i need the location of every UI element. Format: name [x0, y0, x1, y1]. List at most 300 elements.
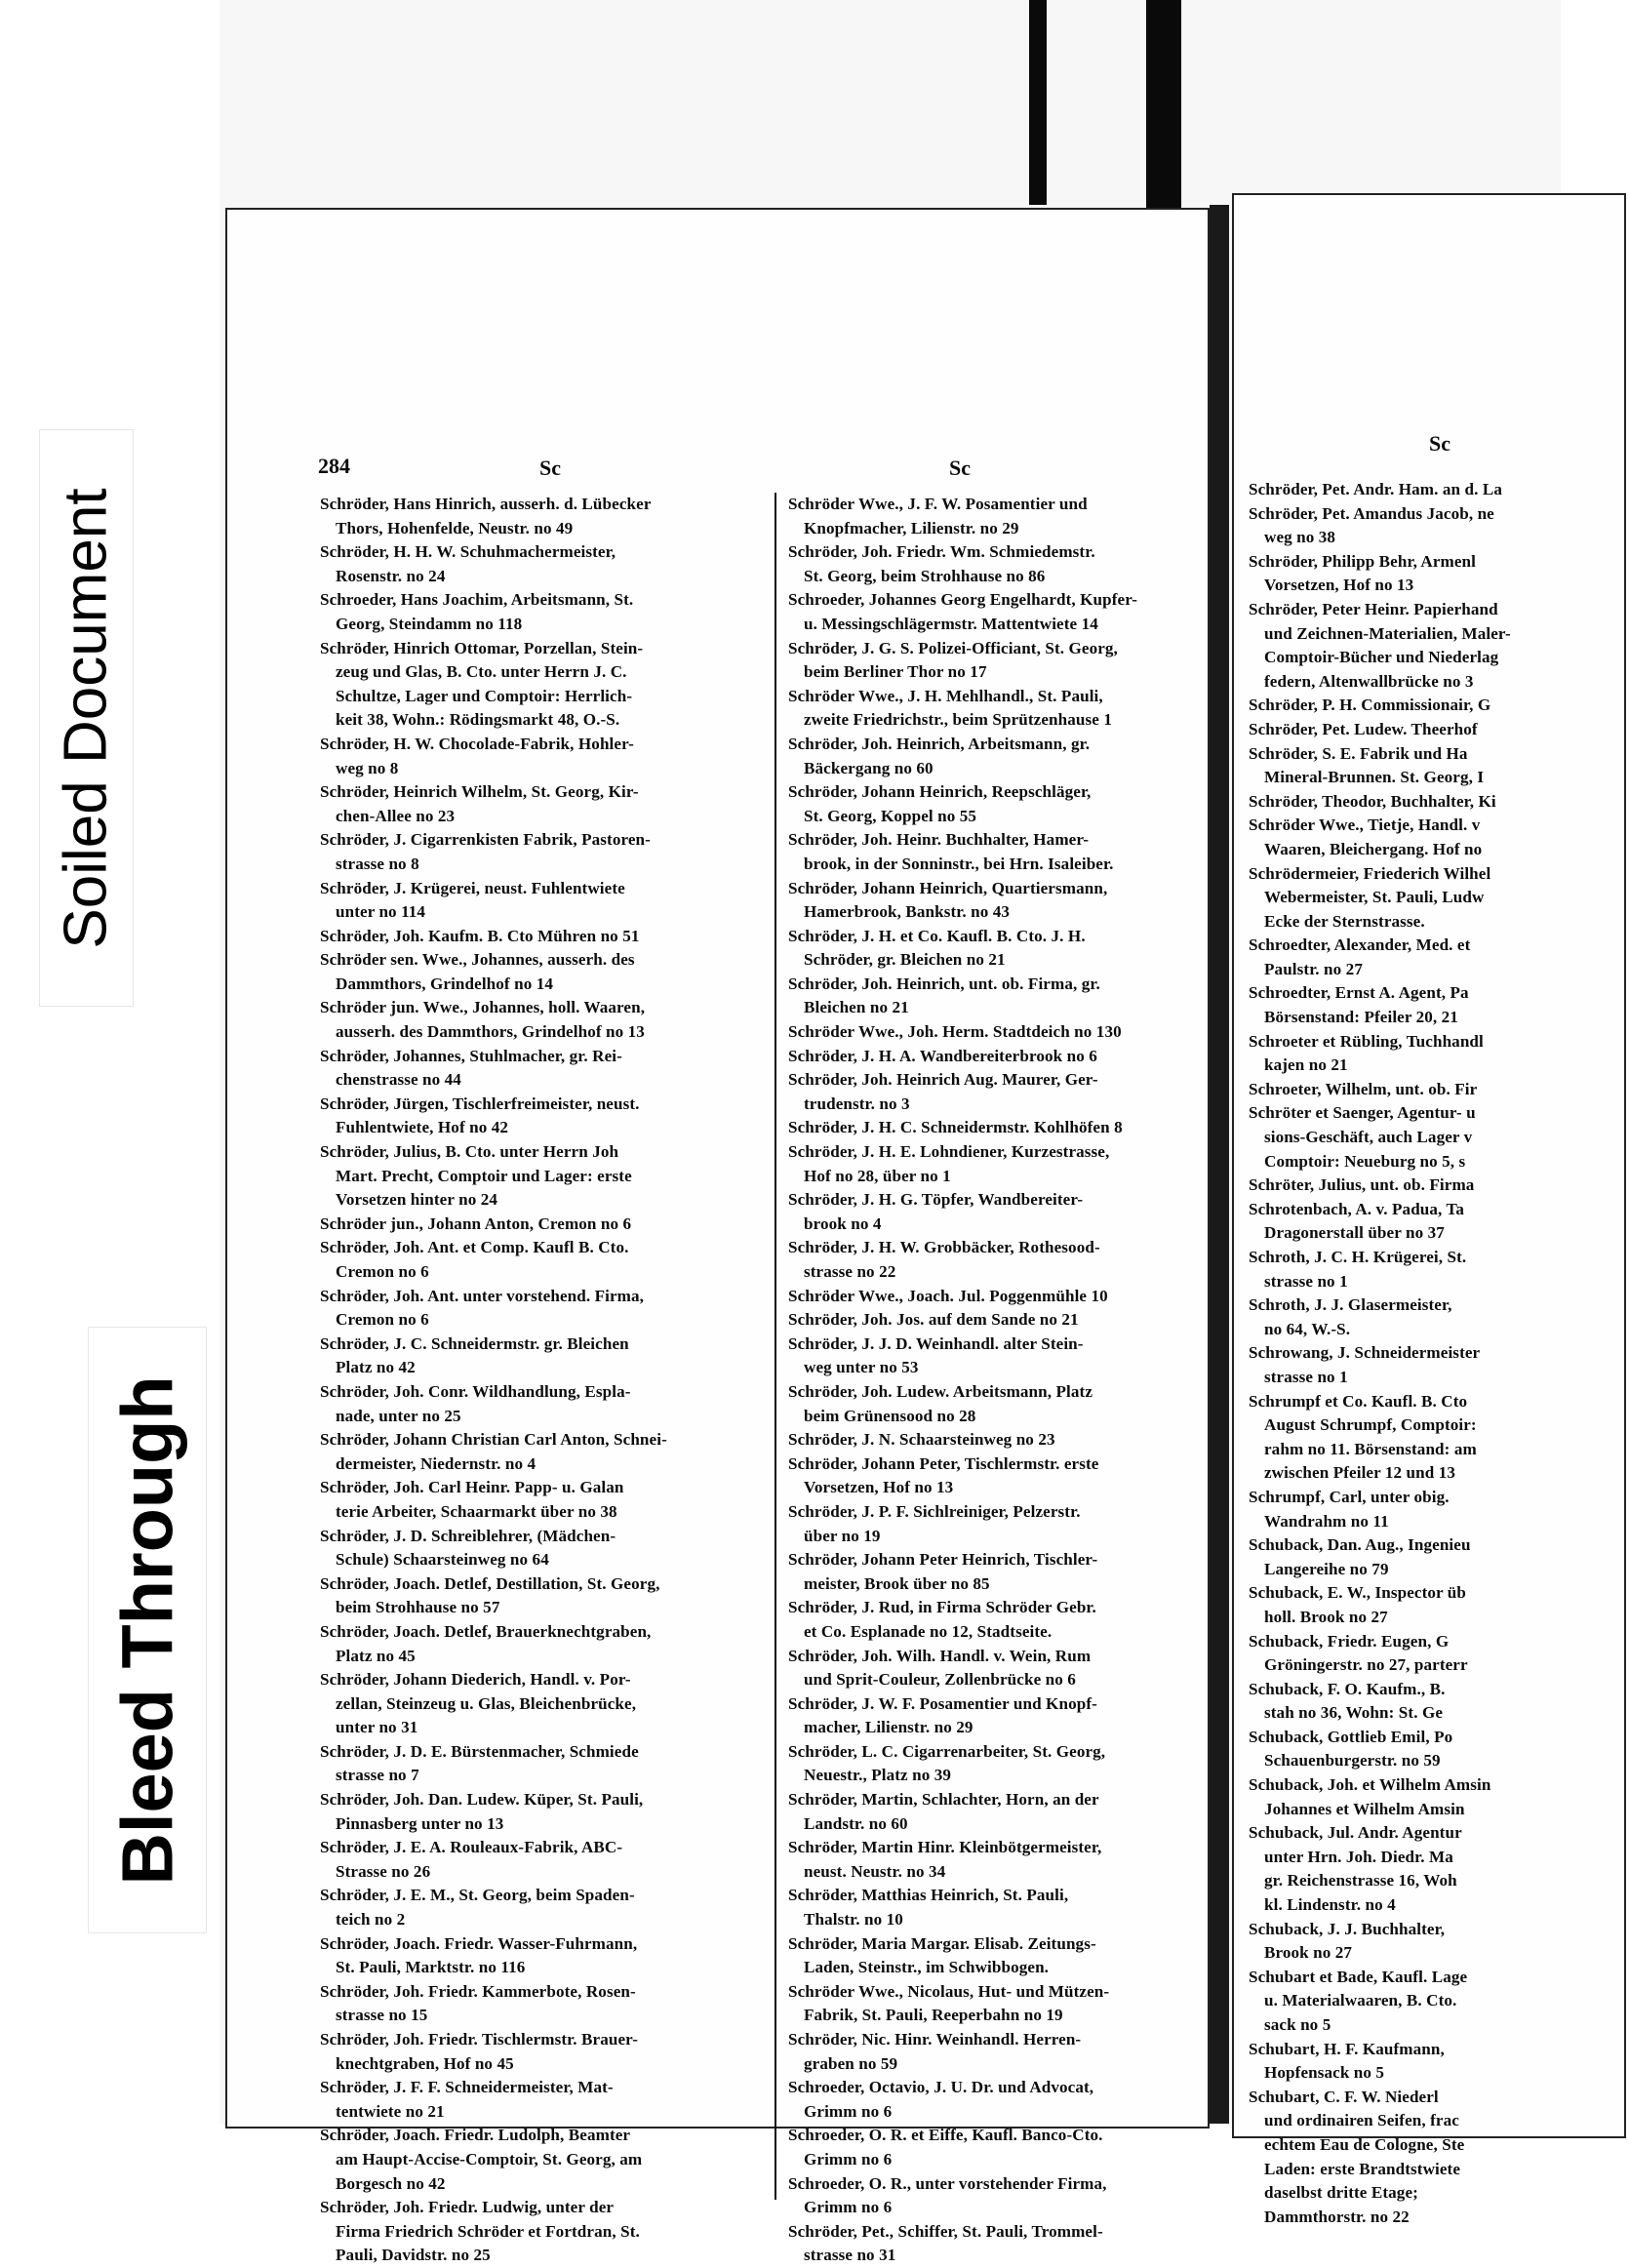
entry-name-line: Schröder, J. Krügerei, neust. Fuhlentwiete: [320, 878, 625, 897]
entry-name-line: Schröder, Johann Heinrich, Quartiersmann,: [788, 878, 1108, 897]
entry-continuation-line: Schröder, gr. Bleichen no 21: [804, 950, 1006, 970]
directory-entry: [788, 1285, 1203, 1309]
binding-clip-right: [1146, 0, 1181, 210]
entry-name-line: Schroth, J. J. Glasermeister,: [1249, 1295, 1452, 1315]
directory-entry: [1249, 1821, 1629, 1917]
directory-entry: [320, 1140, 769, 1213]
entry-continuation-line: St. Georg, Koppel no 55: [804, 806, 977, 825]
directory-entry: [320, 877, 769, 925]
directory-entry: [788, 1333, 1203, 1380]
entry-continuation-line: Börsenstand: Pfeiler 20, 21: [1264, 1008, 1458, 1027]
entry-name-line: Schröder Wwe., J. H. Mehlhandl., St. Pauli,: [788, 686, 1103, 705]
book-spine: [1210, 205, 1229, 2124]
entry-continuation-line: Fuhlentwiete, Hof no 42: [336, 1118, 509, 1137]
entry-name-line: Schuback, Joh. et Wilhelm Amsin: [1249, 1775, 1491, 1795]
directory-entry: [788, 1308, 1203, 1333]
entry-continuation-line: Cremon no 6: [336, 1310, 429, 1330]
directory-entry: [1249, 1486, 1629, 1533]
entry-continuation-line: unter no 31: [336, 1718, 418, 1737]
entry-continuation-line: chenstrasse no 44: [336, 1070, 461, 1090]
entry-name-line: Schröder, J. Cigarrenkisten Fabrik, Pastoren-: [320, 830, 651, 850]
entry-continuation-line: zweite Friedrichstr., beim Sprützenhause 1: [804, 710, 1112, 730]
directory-entry: [1249, 1726, 1629, 1773]
entry-continuation-line: beim Strohhause no 57: [336, 1598, 500, 1617]
entry-name-line: Schröder, Theodor, Buchhalter, Ki: [1249, 791, 1496, 811]
entry-name-line: Schröder, Hinrich Ottomar, Porzellan, Stein-: [320, 638, 644, 657]
entry-continuation-line: unter Hrn. Joh. Diedr. Ma: [1264, 1847, 1453, 1866]
directory-entry: [320, 828, 769, 876]
entry-continuation-line: Firma Friedrich Schröder et Fortdran, St.: [336, 2221, 640, 2241]
entry-name-line: Schuback, Dan. Aug., Ingenieu: [1249, 1535, 1471, 1555]
directory-entry: [1249, 862, 1629, 935]
entry-continuation-line: über no 19: [804, 1526, 881, 1545]
entry-name-line: Schröder, Joh. Dan. Ludew. Küper, St. Pauli,: [320, 1790, 644, 1810]
entry-name-line: Schröder, Joach. Detlef, Brauerknechtgraben,: [320, 1621, 652, 1641]
directory-entry: [320, 1380, 769, 1428]
bleed-through-text: Bleed Through: [106, 1374, 188, 1886]
entry-name-line: Schröder, J. H. A. Wandbereiterbrook no 6: [788, 1046, 1097, 1065]
entry-continuation-line: Laden: erste Brandtstwiete: [1264, 2159, 1461, 2178]
directory-entry: [788, 733, 1203, 780]
directory-entry: [1249, 1966, 1629, 2038]
directory-entry: [788, 1692, 1203, 1740]
entry-continuation-line: strasse no 1: [1264, 1271, 1348, 1291]
entry-continuation-line: beim Grünensood no 28: [804, 1406, 976, 1425]
directory-entry: [1249, 1030, 1629, 1078]
directory-entry: [1249, 1390, 1629, 1486]
soiled-document-text: Soiled Document: [53, 487, 120, 949]
directory-entry: [788, 685, 1203, 733]
left-page: [227, 210, 1208, 2265]
entry-name-line: Schröder, Pet. Ludew. Theerhof: [1249, 719, 1478, 738]
directory-entry: [788, 2028, 1203, 2076]
entry-continuation-line: Dammthors, Grindelhof no 14: [336, 974, 554, 993]
entry-name-line: Schuback, F. O. Kaufm., B.: [1249, 1679, 1446, 1698]
entry-name-line: Schröder Wwe., Nicolaus, Hut- und Mützen-: [788, 1981, 1110, 2001]
entry-name-line: Schroeter et Rübling, Tuchhandl: [1249, 1031, 1484, 1051]
entry-continuation-line: federn, Altenwallbrücke no 3: [1264, 671, 1474, 691]
directory-entry: [320, 1333, 769, 1380]
entry-name-line: Schröter et Saenger, Agentur- u: [1249, 1103, 1476, 1123]
directory-entry: [1249, 694, 1629, 718]
directory-entry: [320, 493, 769, 540]
entry-name-line: Schuback, Friedr. Eugen, G: [1249, 1631, 1450, 1651]
entry-continuation-line: keit 38, Wohn.: Rödingsmarkt 48, O.-S.: [336, 710, 620, 730]
entry-name-line: Schröder, Nic. Hinr. Weinhandl. Herren-: [788, 2030, 1082, 2049]
entry-continuation-line: weg no 8: [336, 758, 399, 777]
directory-entry: [1249, 1341, 1629, 1389]
directory-entry: [788, 1740, 1203, 1788]
entry-continuation-line: trudenstr. no 3: [804, 1094, 910, 1113]
entry-name-line: Schröder, J. H. C. Schneidermstr. Kohlhöfen 8: [788, 1118, 1123, 1137]
directory-entry: [320, 1428, 769, 1476]
entry-continuation-line: Dragonerstall über no 37: [1264, 1223, 1445, 1243]
directory-entry: [1249, 790, 1629, 815]
entry-name-line: Schröder, Johann Peter Heinrich, Tischler-: [788, 1550, 1098, 1570]
entry-name-line: Schröder, Johann Peter, Tischlermstr. erste: [788, 1453, 1099, 1473]
directory-entry: [788, 1045, 1203, 1069]
entry-name-line: Schroeder, Johannes Georg Engelhardt, Kupfer-: [788, 590, 1138, 610]
entry-continuation-line: und ordinairen Seifen, frac: [1264, 2111, 1459, 2130]
entry-continuation-line: neust. Neustr. no 34: [804, 1861, 946, 1881]
directory-entry: [1249, 718, 1629, 742]
entry-name-line: Schröder, Joh. Wilh. Handl. v. Wein, Rum: [788, 1646, 1092, 1665]
directory-entry: [788, 1836, 1203, 1884]
directory-entry: [320, 1884, 769, 1931]
directory-entry: [788, 637, 1203, 685]
entry-continuation-line: Vorsetzen hinter no 24: [336, 1190, 498, 1210]
entry-continuation-line: Mineral-Brunnen. St. Georg, I: [1264, 768, 1485, 787]
directory-entry: [788, 2172, 1203, 2220]
entry-continuation-line: Neuestr., Platz no 39: [804, 1766, 952, 1785]
entry-continuation-line: strasse no 15: [336, 2006, 428, 2025]
entry-name-line: Schröder, Philipp Behr, Armenl: [1249, 551, 1477, 571]
directory-entry: [320, 1213, 769, 1237]
directory-entry: [1249, 2038, 1629, 2086]
directory-entry: [320, 540, 769, 588]
entry-continuation-line: beim Berliner Thor no 17: [804, 662, 987, 682]
column-header-right: Sc: [1429, 431, 1450, 456]
entry-continuation-line: graben no 59: [804, 2053, 898, 2073]
entry-name-line: Schubart et Bade, Kaufl. Lage: [1249, 1967, 1468, 1986]
entry-name-line: Schröder jun. Wwe., Johannes, holl. Waaren,: [320, 998, 646, 1017]
directory-entry: [788, 1020, 1203, 1045]
entry-name-line: Schröder, Joach. Friedr. Wasser-Fuhrmann,: [320, 1933, 638, 1953]
entry-continuation-line: Landstr. no 60: [804, 1813, 908, 1833]
entry-name-line: Schrödermeier, Friederich Wilhel: [1249, 863, 1491, 883]
entry-continuation-line: Rosenstr. no 24: [336, 566, 446, 585]
directory-entry: [1249, 934, 1629, 981]
entry-continuation-line: strasse no 22: [804, 1262, 896, 1281]
entry-continuation-line: stah no 36, Wohn: St. Ge: [1264, 1703, 1444, 1723]
directory-entry: [1249, 981, 1629, 1029]
entry-continuation-line: Webermeister, St. Pauli, Ludw: [1264, 888, 1485, 907]
entry-name-line: Schröder, Joh. Friedr. Wm. Schmiedemstr.: [788, 542, 1095, 562]
directory-entry: [320, 2028, 769, 2076]
entry-name-line: Schröder, J. H. et Co. Kaufl. B. Cto. J. H.: [788, 926, 1086, 945]
entry-continuation-line: und Sprit-Couleur, Zollenbrücke no 6: [804, 1670, 1076, 1690]
entry-continuation-line: Mart. Precht, Comptoir und Lager: erste: [336, 1166, 632, 1185]
directory-entry: [788, 1236, 1203, 1284]
entry-continuation-line: Wandrahm no 11: [1264, 1511, 1389, 1531]
entry-name-line: Schröder, Joh. Ant. unter vorstehend. Firma,: [320, 1286, 645, 1305]
entry-continuation-line: zwischen Pfeiler 12 und 13: [1264, 1463, 1456, 1483]
entry-name-line: Schroth, J. C. H. Krügerei, St.: [1249, 1248, 1467, 1266]
entry-continuation-line: Grimm no 6: [804, 2149, 893, 2169]
directory-entry: [1249, 1078, 1629, 1102]
entry-name-line: Schröder, Johann Christian Carl Anton, Schnei-: [320, 1430, 667, 1450]
directory-entry: [320, 1285, 769, 1333]
entry-continuation-line: Thalstr. no 10: [804, 1910, 903, 1930]
entry-name-line: Schröder, Joh. Heinrich, Arbeitsmann, gr.: [788, 734, 1091, 753]
entry-continuation-line: Platz no 42: [336, 1358, 416, 1377]
directory-entry: [788, 1188, 1203, 1236]
directory-entry: [788, 1980, 1203, 2028]
directory-entry: [1249, 598, 1629, 694]
entry-name-line: Schröder, J. F. F. Schneidermeister, Mat-: [320, 2078, 614, 2097]
entry-continuation-line: brook, in der Sonninstr., bei Hrn. Isaleiber.: [804, 854, 1114, 873]
entry-name-line: Schröder, H. W. Chocolade-Fabrik, Hohler-: [320, 734, 634, 753]
entry-continuation-line: Vorsetzen, Hof no 13: [1264, 576, 1414, 595]
directory-entry: [788, 973, 1203, 1020]
directory-entry: [320, 1093, 769, 1140]
directory-column-1: [320, 493, 769, 2268]
entry-name-line: Schröder, Joh. Kaufm. B. Cto Mühren no 51: [320, 926, 640, 945]
entry-name-line: Schroeder, O. R. et Eiffe, Kaufl. Banco-Cto.: [788, 2126, 1103, 2145]
directory-entry: [1249, 550, 1629, 598]
entry-name-line: Schröder, Peter Heinr. Papierhand: [1249, 599, 1498, 618]
entry-continuation-line: Dammthorstr. no 22: [1264, 2207, 1410, 2226]
directory-entry: [320, 1668, 769, 1740]
entry-continuation-line: Georg, Steindamm no 118: [336, 614, 523, 633]
entry-continuation-line: weg no 38: [1264, 528, 1336, 547]
entry-continuation-line: Bäckergang no 60: [804, 758, 934, 777]
entry-name-line: Schröder, Joh. Friedr. Kammerbote, Rosen-: [320, 1981, 636, 2001]
directory-entry: [788, 1645, 1203, 1692]
entry-continuation-line: Fabrik, St. Pauli, Reeperbahn no 19: [804, 2006, 1063, 2025]
directory-entry: [1249, 1246, 1629, 1293]
entry-continuation-line: Hopfensack no 5: [1264, 2063, 1385, 2083]
entry-name-line: Schröder, J. C. Schneidermstr. gr. Bleichen: [320, 1333, 629, 1353]
entry-name-line: Schröder, Joh. Ant. et Comp. Kaufl B. Cto.: [320, 1238, 629, 1257]
entry-continuation-line: zeug und Glas, B. Cto. unter Herrn J. C.: [336, 662, 627, 682]
directory-entry: [788, 1140, 1203, 1188]
entry-continuation-line: zellan, Steinzeug u. Glas, Bleichenbrücke,: [336, 1693, 637, 1713]
entry-continuation-line: St. Pauli, Marktstr. no 116: [336, 1958, 526, 1977]
entry-name-line: Schröder, Pet. Amandus Jacob, ne: [1249, 503, 1494, 523]
directory-entry: [788, 1884, 1203, 1931]
column-header-middle: Sc: [949, 456, 971, 480]
directory-entry: [320, 1788, 769, 1836]
directory-entry: [1249, 1533, 1629, 1581]
entry-name-line: Schuback, J. J. Buchhalter,: [1249, 1919, 1446, 1938]
entry-continuation-line: echtem Eau de Cologne, Ste: [1264, 2134, 1465, 2154]
entry-continuation-line: ausserh. des Dammthors, Grindelhof no 13: [336, 1022, 645, 1042]
entry-continuation-line: Grimm no 6: [804, 2101, 893, 2121]
entry-name-line: Schuback, Gottlieb Emil, Po: [1249, 1727, 1453, 1746]
directory-entry: [1249, 1293, 1629, 1341]
directory-entry: [788, 780, 1203, 828]
directory-entry: [320, 2124, 769, 2196]
directory-entry: [1249, 1630, 1629, 1678]
entry-name-line: Schroeder, Hans Joachim, Arbeitsmann, St.: [320, 590, 634, 610]
bleed-through-label: [88, 1327, 207, 1933]
entry-name-line: Schröder, Julius, B. Cto. unter Herrn Joh: [320, 1142, 619, 1162]
directory-entry: [320, 925, 769, 949]
directory-entry: [320, 1836, 769, 1884]
directory-entry: [1249, 814, 1629, 861]
entry-name-line: Schrumpf et Co. Kaufl. B. Cto: [1249, 1391, 1468, 1411]
directory-entry: [320, 1740, 769, 1788]
entry-continuation-line: teich no 2: [336, 1910, 406, 1930]
entry-continuation-line: Comptoir-Bücher und Niederlag: [1264, 648, 1499, 667]
entry-continuation-line: Langereihe no 79: [1264, 1559, 1389, 1578]
entry-name-line: Schuback, E. W., Inspector üb: [1249, 1583, 1466, 1603]
entry-continuation-line: rahm no 11. Börsenstand: am: [1264, 1439, 1477, 1458]
entry-name-line: Schröder, Johannes, Stuhlmacher, gr. Rei-: [320, 1046, 622, 1065]
directory-entry: [1249, 1918, 1629, 1966]
directory-entry: [320, 1572, 769, 1620]
entry-name-line: Schröder, Pet. Andr. Ham. an d. La: [1249, 480, 1502, 498]
entry-name-line: Schuback, Jul. Andr. Agentur: [1249, 1823, 1462, 1843]
entry-continuation-line: Brook no 27: [1264, 1943, 1353, 1963]
entry-name-line: Schröder Wwe., Tietje, Handl. v: [1249, 816, 1481, 835]
entry-name-line: Schroeder, O. R., unter vorstehender Firma,: [788, 2173, 1107, 2193]
directory-entry: [788, 1452, 1203, 1500]
entry-name-line: Schröder, J. H. E. Lohndiener, Kurzestrasse,: [788, 1142, 1110, 1162]
entry-name-line: Schrowang, J. Schneidermeister: [1249, 1343, 1481, 1363]
entry-name-line: Schröder Wwe., Joach. Jul. Poggenmühle 10: [788, 1286, 1108, 1305]
entry-continuation-line: brook no 4: [804, 1214, 882, 1233]
entry-continuation-line: Schultze, Lager und Comptoir: Herrlich-: [336, 686, 633, 705]
directory-entry: [1249, 1773, 1629, 1821]
entry-continuation-line: Gröningerstr. no 27, parterr: [1264, 1655, 1468, 1675]
soiled-document-label: [39, 429, 134, 1007]
entry-name-line: Schubart, C. F. W. Niederl: [1249, 2087, 1439, 2106]
entry-continuation-line: daselbst dritte Etage;: [1264, 2183, 1418, 2203]
directory-entry: [788, 1500, 1203, 1548]
directory-entry: [788, 1788, 1203, 1836]
binding-clip-left: [1029, 0, 1047, 205]
entry-continuation-line: knechtgraben, Hof no 45: [336, 2053, 514, 2073]
entry-continuation-line: Strasse no 26: [336, 1861, 431, 1881]
entry-continuation-line: kajen no 21: [1264, 1055, 1348, 1075]
entry-name-line: Schröder, Martin, Schlachter, Horn, an der: [788, 1790, 1099, 1810]
entry-continuation-line: Schauenburgerstr. no 59: [1264, 1751, 1441, 1771]
directory-entry: [1249, 1198, 1629, 1246]
entry-continuation-line: Ecke der Sternstrasse.: [1264, 911, 1425, 931]
entry-name-line: Schröder, Joh. Ludew. Arbeitsmann, Platz: [788, 1381, 1093, 1401]
directory-column-2: [788, 493, 1203, 2268]
directory-entry: [1249, 478, 1629, 502]
entry-continuation-line: u. Materialwaaren, B. Cto.: [1264, 1991, 1457, 2010]
entry-name-line: Schröder Wwe., J. F. W. Posamentier und: [788, 495, 1088, 513]
directory-entry: [788, 2124, 1203, 2171]
directory-entry: [320, 1620, 769, 1668]
entry-continuation-line: et Co. Esplanade no 12, Stadtseite.: [804, 1621, 1053, 1641]
entry-name-line: Schröder, J. N. Schaarsteinweg no 23: [788, 1430, 1055, 1450]
directory-entry: [1249, 502, 1629, 550]
entry-name-line: Schröder, Hans Hinrich, ausserh. d. Lübecker: [320, 495, 652, 513]
entry-continuation-line: strasse no 31: [804, 2246, 896, 2265]
page-number: 284: [318, 454, 350, 478]
entry-continuation-line: sions-Geschäft, auch Lager v: [1264, 1128, 1473, 1147]
right-page: [1234, 195, 1624, 2226]
directory-entry: [1249, 1101, 1629, 1174]
column-divider: [775, 493, 776, 2200]
directory-entry: [320, 2076, 769, 2124]
entry-continuation-line: am Haupt-Accise-Comptoir, St. Georg, am: [336, 2149, 643, 2169]
entry-name-line: Schröder, Joh. Friedr. Ludwig, unter der: [320, 2198, 615, 2217]
directory-entry: [320, 733, 769, 780]
directory-entry: [320, 1045, 769, 1093]
entry-name-line: Schröder, Matthias Heinrich, St. Pauli,: [788, 1886, 1069, 1905]
directory-entry: [320, 1932, 769, 1980]
entry-continuation-line: kl. Lindenstr. no 4: [1264, 1895, 1396, 1915]
entry-continuation-line: Paulstr. no 27: [1264, 959, 1363, 978]
entry-continuation-line: chen-Allee no 23: [336, 806, 456, 825]
entry-name-line: Schrumpf, Carl, unter obig.: [1249, 1487, 1450, 1506]
entry-continuation-line: gr. Reichenstrasse 16, Woh: [1264, 1871, 1457, 1890]
directory-entry: [320, 588, 769, 636]
directory-entry: [1249, 1174, 1629, 1198]
entry-continuation-line: Johannes et Wilhelm Amsin: [1264, 1799, 1465, 1818]
entry-continuation-line: Grimm no 6: [804, 2198, 893, 2217]
entry-name-line: Schröder, Joach. Detlef, Destillation, St. Georg,: [320, 1573, 660, 1593]
directory-entry: [788, 1596, 1203, 1644]
scanned-page-area: [219, 0, 1561, 2265]
directory-entry: [788, 1068, 1203, 1116]
entry-continuation-line: sack no 5: [1264, 2015, 1331, 2034]
directory-entry: [320, 948, 769, 996]
entry-name-line: Schröder, P. H. Commissionair, G: [1249, 696, 1491, 715]
entry-name-line: Schröder, J. E. A. Rouleaux-Fabrik, ABC-: [320, 1838, 623, 1857]
directory-entry: [788, 540, 1203, 588]
directory-entry: [788, 2220, 1203, 2268]
entry-name-line: Schröder, J. D. E. Bürstenmacher, Schmiede: [320, 1741, 639, 1761]
entry-continuation-line: Comptoir: Neueburg no 5, s: [1264, 1151, 1466, 1171]
directory-entry: [320, 637, 769, 733]
entry-name-line: Schröder, J. H. W. Grobbäcker, Rothesood-: [788, 1238, 1100, 1257]
directory-entry: [788, 877, 1203, 925]
entry-name-line: Schröder, Joh. Jos. auf dem Sande no 21: [788, 1310, 1079, 1330]
entry-name-line: Schröder, Pet., Schiffer, St. Pauli, Trommel-: [788, 2221, 1103, 2241]
directory-entry: [788, 2076, 1203, 2124]
entry-continuation-line: strasse no 7: [336, 1766, 419, 1785]
entry-continuation-line: Hof no 28, über no 1: [804, 1166, 951, 1185]
entry-continuation-line: Borgesch no 42: [336, 2173, 446, 2193]
entry-continuation-line: Pauli, Davidstr. no 25: [336, 2246, 491, 2265]
entry-continuation-line: Waaren, Bleichergang. Hof no: [1264, 839, 1483, 858]
entry-continuation-line: nade, unter no 25: [336, 1406, 461, 1425]
entry-continuation-line: und Zeichnen-Materialien, Maler-: [1264, 623, 1511, 643]
entry-continuation-line: Thors, Hohenfelde, Neustr. no 49: [336, 518, 574, 537]
directory-entry: [320, 1980, 769, 2028]
directory-entry: [788, 493, 1203, 540]
entry-name-line: Schrotenbach, A. v. Padua, Ta: [1249, 1199, 1465, 1218]
entry-name-line: Schröder, J. D. Schreiblehrer, (Mädchen-: [320, 1526, 616, 1545]
entry-continuation-line: strasse no 8: [336, 854, 419, 873]
entry-continuation-line: Knopfmacher, Lilienstr. no 29: [804, 518, 1019, 537]
entry-name-line: Schröder, Joach. Friedr. Ludolph, Beamter: [320, 2126, 631, 2145]
entry-name-line: Schröder, S. E. Fabrik und Ha: [1249, 743, 1468, 763]
entry-name-line: Schröder, Joh. Friedr. Tischlermstr. Brauer-: [320, 2030, 638, 2049]
directory-entry: [788, 588, 1203, 636]
entry-name-line: Schröder Wwe., Joh. Herm. Stadtdeich no 130: [788, 1022, 1122, 1042]
directory-entry: [320, 996, 769, 1044]
entry-name-line: Schröder, Joh. Heinr. Buchhalter, Hamer-: [788, 830, 1090, 850]
directory-column-3: [1249, 478, 1629, 2229]
directory-entry: [320, 1476, 769, 1524]
directory-entry: [788, 1932, 1203, 1980]
entry-name-line: Schröder, Johann Heinrich, Reepschläger,: [788, 782, 1092, 802]
entry-name-line: Schröder, J. Rud, in Firma Schröder Gebr.: [788, 1598, 1096, 1617]
entry-name-line: Schröder, Joh. Heinrich, unt. ob. Firma, gr.: [788, 974, 1100, 993]
entry-name-line: Schroeder, Octavio, J. U. Dr. und Advocat,: [788, 2078, 1094, 2097]
entry-continuation-line: Bleichen no 21: [804, 998, 909, 1017]
entry-continuation-line: August Schrumpf, Comptoir:: [1264, 1415, 1477, 1435]
entry-continuation-line: Hamerbrook, Bankstr. no 43: [804, 902, 1011, 922]
entry-name-line: Schröder, J. P. F. Sichlreiniger, Pelzerstr.: [788, 1501, 1081, 1521]
entry-name-line: Schröder sen. Wwe., Johannes, ausserh. des: [320, 950, 635, 970]
entry-name-line: Schröder, J. J. D. Weinhandl. alter Stein-: [788, 1333, 1084, 1353]
entry-continuation-line: Cremon no 6: [336, 1262, 429, 1281]
directory-entry: [1249, 1678, 1629, 1726]
entry-name-line: Schröter, Julius, unt. ob. Firma: [1249, 1175, 1475, 1195]
directory-entry: [1249, 742, 1629, 790]
entry-name-line: Schröder, Martin Hinr. Kleinbötgermeister,: [788, 1838, 1102, 1857]
entry-name-line: Schröder, H. H. W. Schuhmachermeister,: [320, 542, 616, 562]
